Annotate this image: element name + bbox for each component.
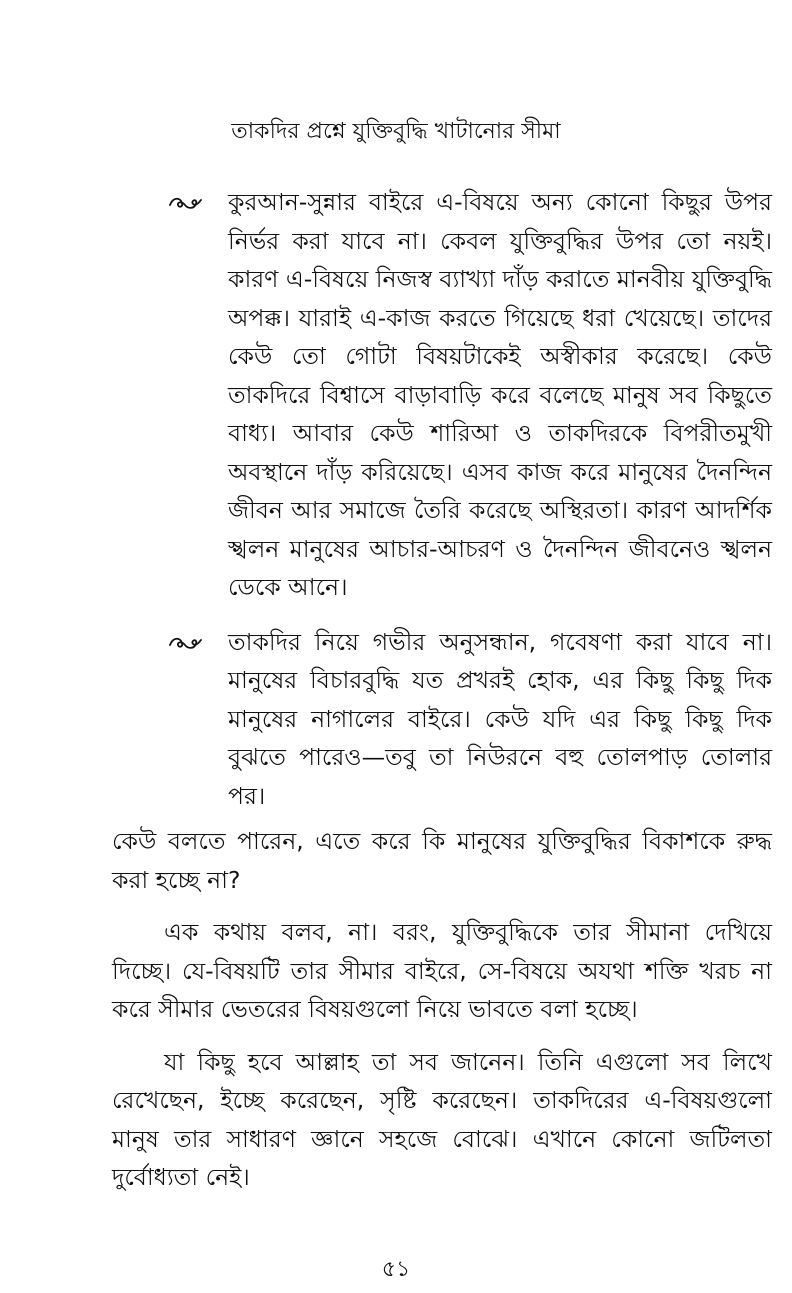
bullet-list: [168, 183, 772, 831]
ornament-swirl-icon: [168, 633, 202, 653]
bullet-text: কুরআন-সুন্নার বাইরে এ-বিষয়ে অন্য কোনো কিছুর উপর নির্ভর করা যাবে না। কেবল যুক্তিবুদ্ধির উপর তো নয়ই। কারণ এ-বিষয়ে নিজস্ব ব্যাখ্যা দাঁড় করাতে মানবীয় যুক্তিবুদ্ধি অপক্ক। যারাই এ-কাজ করতে গিয়েছে ধরা খেয়েছে। তাদের কেউ তো গোটা বিষয়টাকেই অস্বীকার করেছে। কেউ তাকদিরে বিশ্বাসে বাড়াবাড়ি করে বলেছে মানুষ সব কিছুতে বাধ্য। আবার কেউ শারিআ ও তাকদিরকে বিপরীতমুখী অবস্থানে দাঁড় করিয়েছে। এসব কাজ করে মানুষের দৈনন্দিন জীবন আর সমাজে তৈরি করেছে অস্থিরতা। কারণ আদর্শিক স্খলন মানুষের আচার-আচরণ ও দৈনন্দিন জীবনেও স্খলন ডেকে আনে।: [228, 188, 772, 601]
ornament-swirl-icon: [168, 193, 202, 213]
bullet-item: [168, 623, 772, 816]
page-number: ৫১: [381, 1257, 411, 1282]
running-header: তাকদির প্রশ্নে যুক্তিবুদ্ধি খাটানোর সীমা: [231, 119, 561, 144]
bullet-text: তাকদির নিয়ে গভীর অনুসন্ধান, গবেষণা করা যাবে না। মানুষের বিচারবুদ্ধি যত প্রখরই হোক, এর কিছু কিছু দিক মানুষের নাগালের বাইরে। কেউ যদি এর কিছু কিছু দিক বুঝতে পারেও—তবু তা নিউরনে বহু তোলপাড় তোলার পর।: [228, 627, 772, 810]
paragraph-conclusion: যা কিছু হবে আল্লাহ তা সব জানেন। তিনি এগুলো সব লিখে রেখেছেন, ইচ্ছে করেছেন, সৃষ্টি করেছেন। তাকদিরের এ-বিষয়গুলো মানুষ তার সাধারণ জ্ঞানে সহজে বোঝে। এখানে কোনো জটিলতা দুর্বোধ্যতা নেই।: [112, 1047, 772, 1191]
body-text: [112, 822, 772, 1211]
paragraph-question: কেউ বলতে পারেন, এতে করে কি মানুষের যুক্তিবুদ্ধির বিকাশকে রুদ্ধ করা হচ্ছে না?: [112, 827, 772, 894]
paragraph-answer: এক কথায় বলব, না। বরং, যুক্তিবুদ্ধিকে তার সীমানা দেখিয়ে দিচ্ছে। যে-বিষয়টি তার সীমার বাইরে, সে-বিষয়ে অযথা শক্তি খরচ না করে সীমার ভেতরের বিষয়গুলো নিয়ে ভাবতে বলা হচ্ছে।: [112, 918, 772, 1023]
bullet-item: [168, 183, 772, 607]
